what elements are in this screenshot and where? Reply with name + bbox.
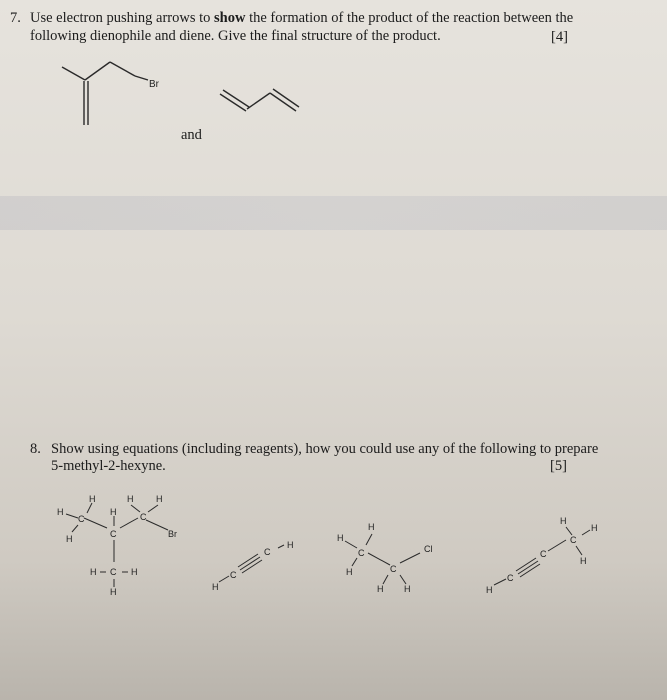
atom-h: H [591, 523, 598, 533]
atom-h: H [90, 567, 97, 577]
atom-h: H [337, 533, 344, 543]
atom-h: H [346, 567, 353, 577]
q8-alkyl-bromide [66, 503, 168, 587]
question-8-line-2: 5-methyl-2-hexyne. [51, 458, 166, 474]
atom-br: Br [168, 529, 177, 539]
faded-bleedthrough-band [0, 196, 667, 230]
atom-c: C [570, 535, 577, 545]
dienophile-structure [62, 62, 148, 125]
and-label: and [181, 127, 202, 143]
question-8-points: [5] [550, 458, 567, 474]
question-7-number: 7. [10, 10, 21, 26]
question-7-bold-word: show [214, 10, 246, 26]
q7-bromine-label: Br [149, 79, 159, 90]
atom-c: C [140, 512, 147, 522]
atom-c: C [264, 547, 271, 557]
atom-h: H [368, 522, 375, 532]
atom-h: H [212, 582, 219, 592]
atom-c: C [110, 529, 117, 539]
q8-alkyl-chloride [345, 534, 420, 584]
question-8-number: 8. [30, 441, 41, 457]
atom-c: C [230, 570, 237, 580]
q8-internal-alkyne [494, 527, 590, 585]
atom-h: H [377, 584, 384, 594]
atom-c: C [540, 549, 547, 559]
atom-h: H [66, 534, 73, 544]
atom-cl: Cl [424, 544, 433, 554]
question-7-line-1: Use electron pushing arrows to show the formation of the product of the reaction between the [30, 10, 574, 26]
atom-h: H [560, 516, 567, 526]
atom-c: C [78, 514, 85, 524]
atom-h: H [131, 567, 138, 577]
question-7-points: [4] [551, 29, 568, 45]
atom-h: H [580, 556, 587, 566]
atom-h: H [156, 494, 163, 504]
atom-c: C [358, 548, 365, 558]
atom-h: H [89, 494, 96, 504]
atom-h: H [57, 507, 64, 517]
question-8-line-1: Show using equations (including reagents), how you could use any of the following to prepare [51, 441, 599, 457]
question-7-line-2: following dienophile and diene. Give the final structure of the product. [30, 28, 441, 44]
atom-h: H [110, 587, 117, 597]
atom-h: H [127, 494, 134, 504]
q8-terminal-alkyne [219, 545, 284, 582]
atom-c: C [110, 567, 117, 577]
atom-h: H [287, 540, 294, 550]
atom-c: C [390, 564, 397, 574]
atom-h: H [110, 507, 117, 517]
atom-c: C [507, 573, 514, 583]
atom-h: H [404, 584, 411, 594]
atom-h: H [486, 585, 493, 595]
diene-structure [220, 89, 299, 111]
